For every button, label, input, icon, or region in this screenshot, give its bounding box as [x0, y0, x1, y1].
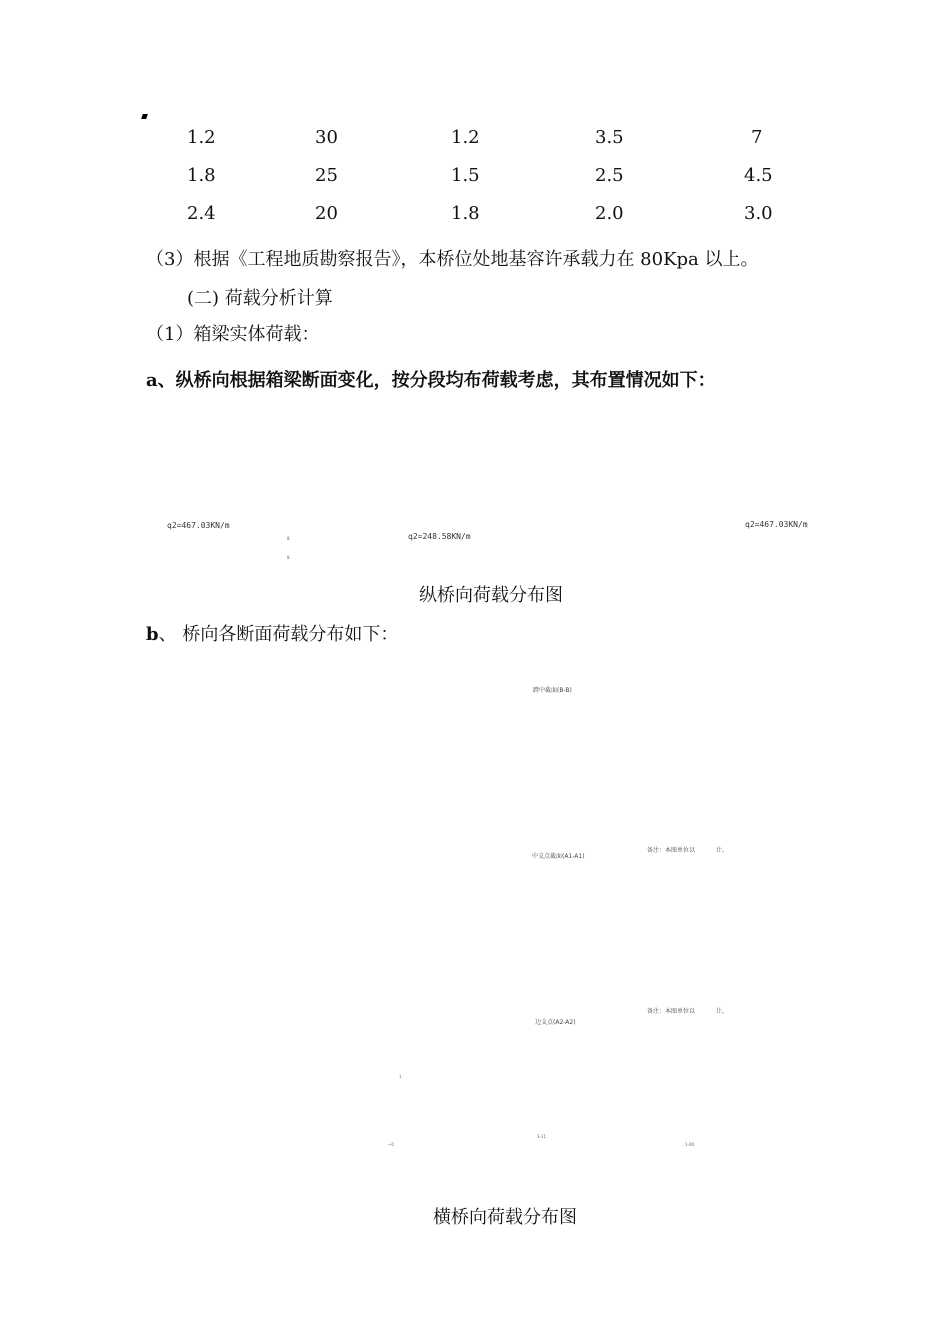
table-cell: 30 [315, 127, 338, 148]
table-cell: 2.5 [595, 165, 624, 186]
list-item-b-prefix: b [146, 624, 159, 645]
table-cell: 7 [751, 127, 763, 148]
section-label-middle-support: 中支点截面(A1-A1) [532, 853, 585, 860]
table-cell: 2.4 [187, 203, 216, 224]
table-cell: 1.8 [451, 203, 480, 224]
corner-mark [141, 114, 148, 119]
table-cell: 25 [315, 165, 338, 186]
table-cell: 1.2 [451, 127, 480, 148]
list-item-b-transverse [146, 620, 398, 646]
section-label-end-support: 边支点(A2-A2) [535, 1019, 576, 1026]
load-label-middle: q2=248.58KN/m [408, 532, 471, 541]
table-cell: 4.5 [744, 165, 773, 186]
small-mark: 1-00 [685, 1142, 695, 1147]
list-item-b-text: 、 桥向各断面荷载分布如下： [158, 624, 399, 645]
load-label-left: q2=467.03KN/m [167, 521, 230, 530]
list-item-box-girder-load: （1）箱梁实体荷载： [146, 324, 320, 345]
section-heading-load-analysis: (二) 荷载分析计算 [187, 288, 333, 309]
unit-note: 备注：本图单位以 [647, 1008, 696, 1015]
table-cell: 3.0 [744, 203, 773, 224]
small-mark: 1 [399, 1074, 402, 1079]
table-cell: 1.8 [187, 165, 216, 186]
table-cell: 1.2 [187, 127, 216, 148]
unit-note-end: 计。 [716, 1008, 729, 1015]
figure-caption-transverse: 横桥向荷载分布图 [433, 1207, 577, 1228]
table-cell: 3.5 [595, 127, 624, 148]
small-mark: 3-11 [537, 1134, 547, 1139]
unit-note-end: 计。 [716, 847, 729, 854]
unit-note: 备注：本图单位以 [647, 847, 696, 854]
small-mark: 8 [287, 555, 290, 560]
figure-caption-longitudinal: 纵桥向荷载分布图 [419, 585, 563, 606]
list-item-a-longitudinal: a、纵桥向根据箱梁断面变化，按分段均布荷载考虑，其布置情况如下： [146, 370, 716, 391]
table-cell: 20 [315, 203, 338, 224]
table-cell: 2.0 [595, 203, 624, 224]
paragraph-bearing-capacity: （3）根据《工程地质勘察报告》，本桥位处地基容许承载力在 80Kpa 以上。 [146, 249, 759, 270]
small-mark: 8 [287, 536, 290, 541]
section-label-midspan: 跨中截面(B-B) [533, 687, 572, 694]
load-label-right: q2=467.03KN/m [745, 520, 808, 529]
table-cell: 1.5 [451, 165, 480, 186]
small-mark: ~0 [388, 1142, 394, 1147]
